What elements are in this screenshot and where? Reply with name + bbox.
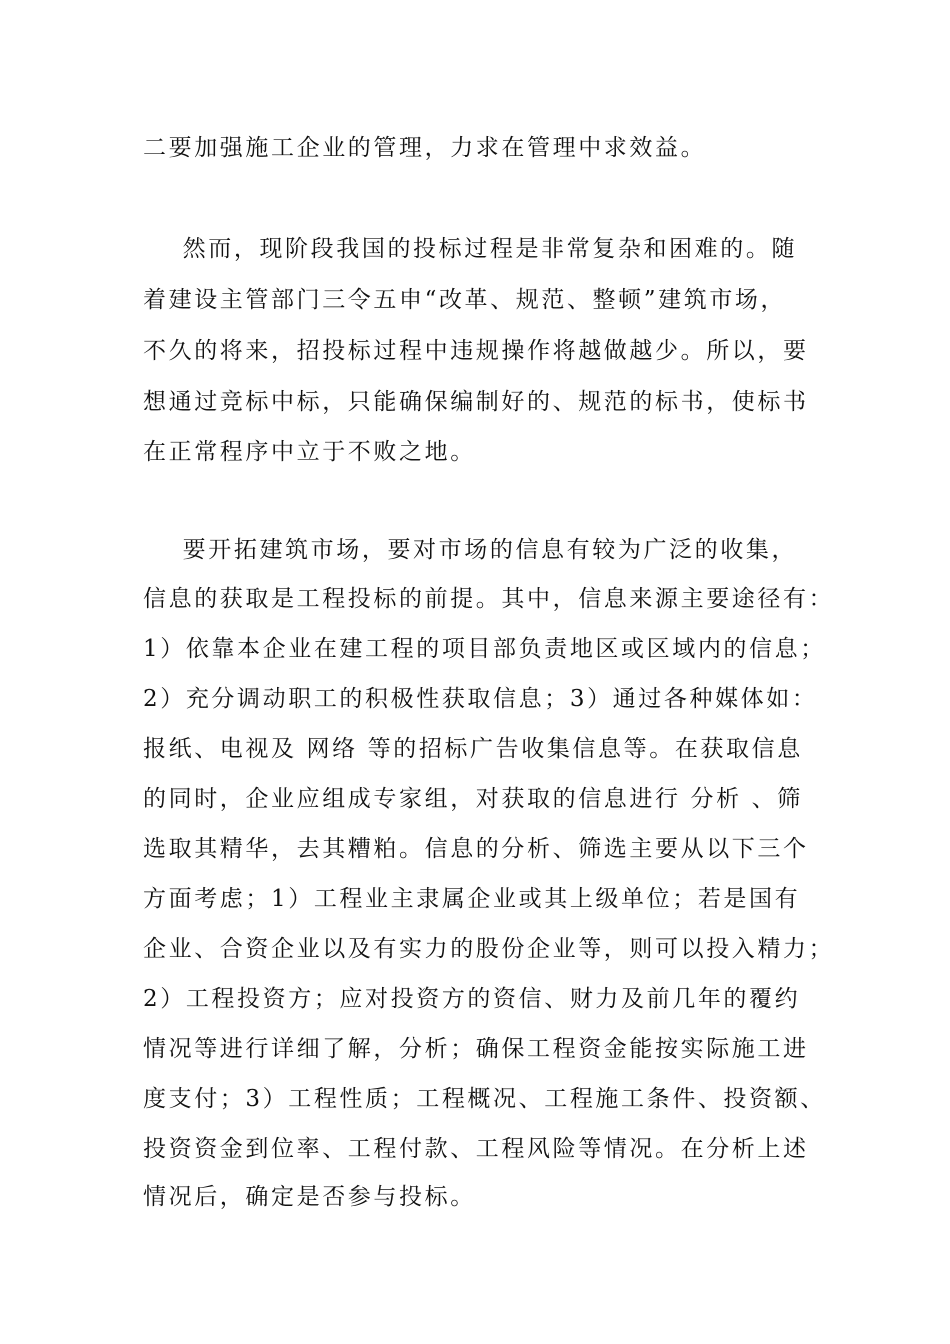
text-line: 信息的获取是工程投标的前提。其中，信息来源主要途径有： (143, 586, 835, 612)
text-line: 情况等进行详细了解，分析；确保工程资金能按实际施工进 (143, 1036, 809, 1062)
text-line: 2）充分调动职工的积极性获取信息；3）通过各种媒体如： (143, 686, 818, 712)
text-line: 度支付；3）工程性质；工程概况、工程施工条件、投资额、 (143, 1086, 826, 1112)
text-line: 二要加强施工企业的管理，力求在管理中求效益。 (143, 135, 707, 161)
text-line: 企业、合资企业以及有实力的股份企业等，则可以投入精力； (143, 936, 835, 962)
text-line: 1）依靠本企业在建工程的项目部负责地区或区域内的信息； (143, 636, 826, 662)
text-line: 2）工程投资方；应对投资方的资信、财力及前几年的覆约 (143, 986, 801, 1012)
text-line: 投资资金到位率、工程付款、工程风险等情况。在分析上述 (143, 1136, 809, 1162)
text-line: 情况后，确定是否参与投标。 (143, 1184, 476, 1210)
text-line: 在正常程序中立于不败之地。 (143, 439, 476, 465)
text-line: 不久的将来，招投标过程中违规操作将越做越少。所以，要 (143, 338, 809, 364)
text-line: 想通过竞标中标，只能确保编制好的、规范的标书，使标书 (143, 389, 809, 415)
text-line: 选取其精华，去其糟粕。信息的分析、筛选主要从以下三个 (143, 836, 809, 862)
text-line: 要开拓建筑市场，要对市场的信息有较为广泛的收集， (143, 537, 798, 563)
text-line: 着建设主管部门三令五申“改革、规范、整顿”建筑市场， (143, 287, 787, 313)
text-line: 方面考虑；1）工程业主隶属企业或其上级单位；若是国有 (143, 886, 801, 912)
text-line: 报纸、电视及 网络 等的招标广告收集信息等。在获取信息 (143, 736, 803, 762)
text-line: 的同时，企业应组成专家组，对获取的信息进行 分析 、筛 (143, 786, 803, 812)
text-line: 然而，现阶段我国的投标过程是非常复杂和困难的。随 (143, 236, 798, 262)
